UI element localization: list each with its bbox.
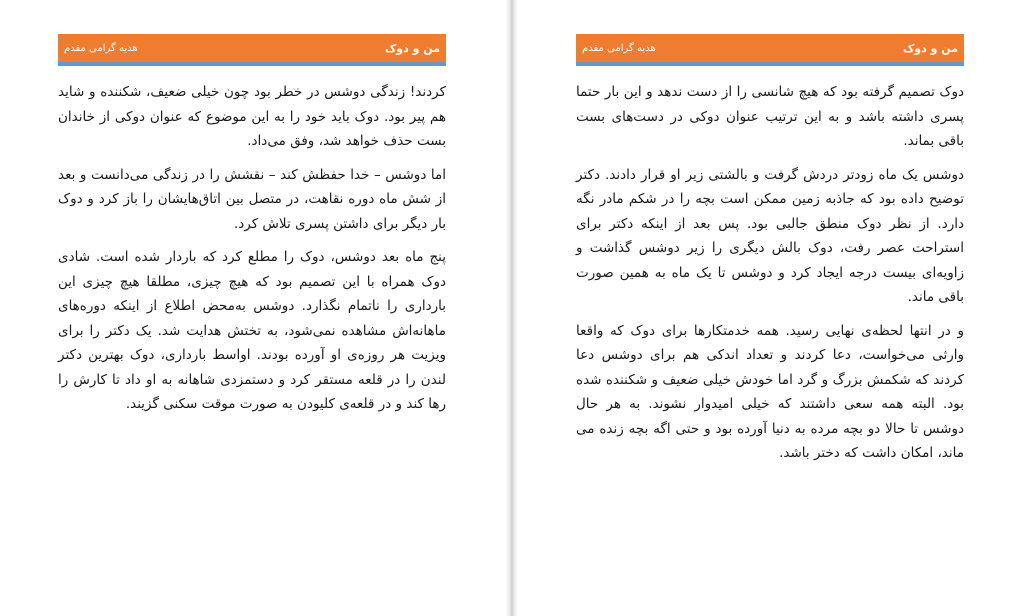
book-title: من و دوک	[385, 41, 440, 55]
book-page-right	[518, 0, 1024, 616]
page-header	[58, 34, 446, 62]
paragraph: کردند! زندگی دوشس در خطر بود چون خیلی ضعیف، شکننده و شاید هم پیر بود. دوک باید خود را به این موضوع که عنوان دوکی از خاندان بست حذف خواهد شد، وفق می‌داد.	[58, 84, 446, 149]
page-body	[576, 80, 964, 475]
paragraph: اما دوشس – خدا حفظش کند – نقشش را در زندگی می‌دانست و بعد از شش ماه دوره نقاهت، در متصل بین اتاق‌هایشان را باز کرد و دوک بار دیگر برای داشتن پسری تلاش کرد.	[58, 166, 446, 232]
paragraph: دوک تصمیم گرفته بود که هیچ شانسی را از دست ندهد و این بار حتما پسری داشته باشد و به این ترتیب عنوان دوکی در دست‌های بست باقی بماند.	[576, 84, 964, 149]
book-page-left	[0, 0, 506, 616]
translator-name: هدیه گرامی مقدم	[64, 42, 138, 54]
translator-name: هدیه گرامی مقدم	[582, 42, 656, 54]
header-rule	[58, 62, 446, 66]
paragraph: دوشس یک ماه زودتر دردش گرفت و بالشتی زیر او قرار دادند. دکتر توضیح داده بود که جاذبه زمین ممکن است بچه را در شکم مادر نگه دارد. از نظر دوک منطق جالبی بود. پس بعد از اینکه دکتر برای استراحت عصر رفت، دوک بالش دیگری را زیر دوشس گذاشت و زاویه‌ای بیست درجه ایجاد کرد و دوشس تا یک ماه به همین صورت باقی ماند.	[576, 166, 964, 305]
page-header	[576, 34, 964, 62]
paragraph: و در انتها لحظه‌ی نهایی رسید. همه خدمتکارها برای دوک که واقعا وارثی می‌خواست، دعا کردند و تعداد اندکی هم برای دوشس دعا کردند که شکمش بزرگ و گرد اما خودش خیلی ضعیف و شکننده شده بود. البته همه سعی داشتند که خیلی امیدوار نشوند. به هر حال دوشس تا حالا دو بچه مرده به دنیا آورده بود و حتی اگه بچه زنده می ماند، امکان داشت که دختر باشد.	[576, 322, 964, 461]
paragraph: پنج ماه بعد دوشس، دوک را مطلع کرد که باردار شده است. شادی دوک همراه با این تصمیم بود که هیچ چیزی، مطلقا هیچ چیزی این بارداری را ناتمام نگذارد. دوشس به‌محض اطلاع از اینکه دوره‌های ماهانه‌اش مشاهده نمی‌شود، به تختش هدایت شد. یک دکتر را برای ویزیت هر روزه‌ی او آورده بودند. اواسط بارداری، دوک بهترین دکتر لندن را در قلعه مستقر کرد و دستمزدی شاهانه به او داد تا کارش را رها کند و در قلعه‌ی کلیودن به صورت موقت سکنی گزیند.	[58, 249, 446, 412]
page-body	[58, 80, 446, 426]
book-title: من و دوک	[903, 41, 958, 55]
book-gutter	[506, 0, 518, 616]
header-rule	[576, 62, 964, 66]
